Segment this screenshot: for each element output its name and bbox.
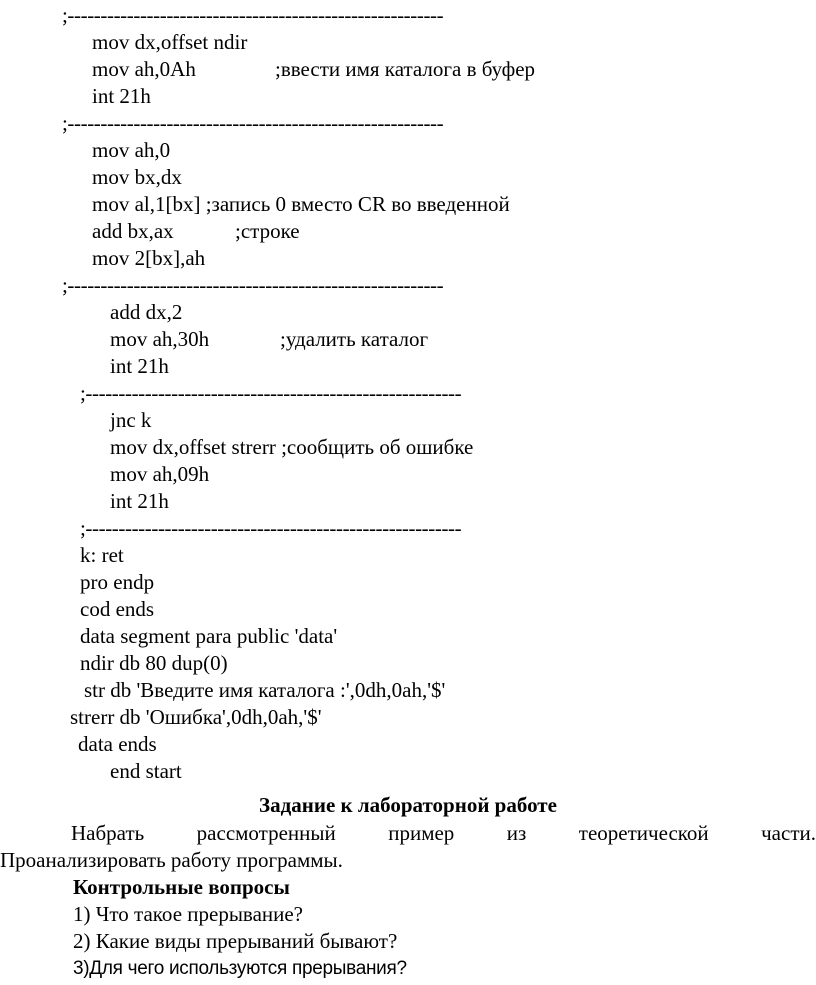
code-comment: ;ввести имя каталога в буфер [275,57,536,81]
code-line: int 21h [92,84,151,108]
code-line: int 21h [110,354,169,378]
code-line: add dx,2 [110,300,183,324]
separator-line: ;--------------------------------------------------------- [62,3,444,27]
code-line: add bx,ax [92,219,174,243]
code-line: data segment para public 'data' [80,624,338,648]
questions-heading: Контрольные вопросы [73,875,290,899]
question-item: 3)Для чего используются прерывания? [73,958,407,979]
code-line: jnc k [110,408,152,432]
question-item: 1) Что такое прерывание? [73,902,304,926]
code-line: data ends [78,732,157,756]
code-line: mov ah,09h [110,462,210,486]
code-comment: ;строке [235,219,300,243]
separator-line: ;--------------------------------------------------------- [80,381,462,405]
code-line: mov al,1[bx] ;запись 0 вместо CR во введенной [92,192,510,216]
code-line: mov 2[bx],ah [92,246,206,270]
code-line: mov ah,0Ah [92,57,196,81]
code-line: mov dx,offset strerr ;сообщить об ошибке [110,435,474,459]
code-line: mov bx,dx [92,165,182,189]
code-line: ndir db 80 dup(0) [80,651,228,675]
code-line: end start [110,759,182,783]
code-line: pro endp [80,570,155,594]
assignment-text-line1: Набрать рассмотренный пример из теоретической части. [71,821,816,845]
assignment-text-line2: Проанализировать работу программы. [0,848,343,872]
code-line: mov ah,0 [92,138,171,162]
question-item: 2) Какие виды прерываний бывают? [73,929,398,953]
assignment-title: Задание к лабораторной работе [259,793,557,817]
code-line: strerr db 'Ошибка',0dh,0ah,'$' [70,705,322,729]
code-line: mov ah,30h [110,327,210,351]
separator-line: ;--------------------------------------------------------- [62,111,444,135]
code-line: mov dx,offset ndir [92,30,248,54]
code-line: int 21h [110,489,169,513]
code-comment: ;удалить каталог [280,327,429,351]
code-line: k: ret [80,543,124,567]
code-line: cod ends [80,597,155,621]
code-line: str db 'Введите имя каталога :',0dh,0ah,'$' [84,678,446,702]
separator-line: ;--------------------------------------------------------- [80,516,462,540]
separator-line: ;--------------------------------------------------------- [62,273,444,297]
